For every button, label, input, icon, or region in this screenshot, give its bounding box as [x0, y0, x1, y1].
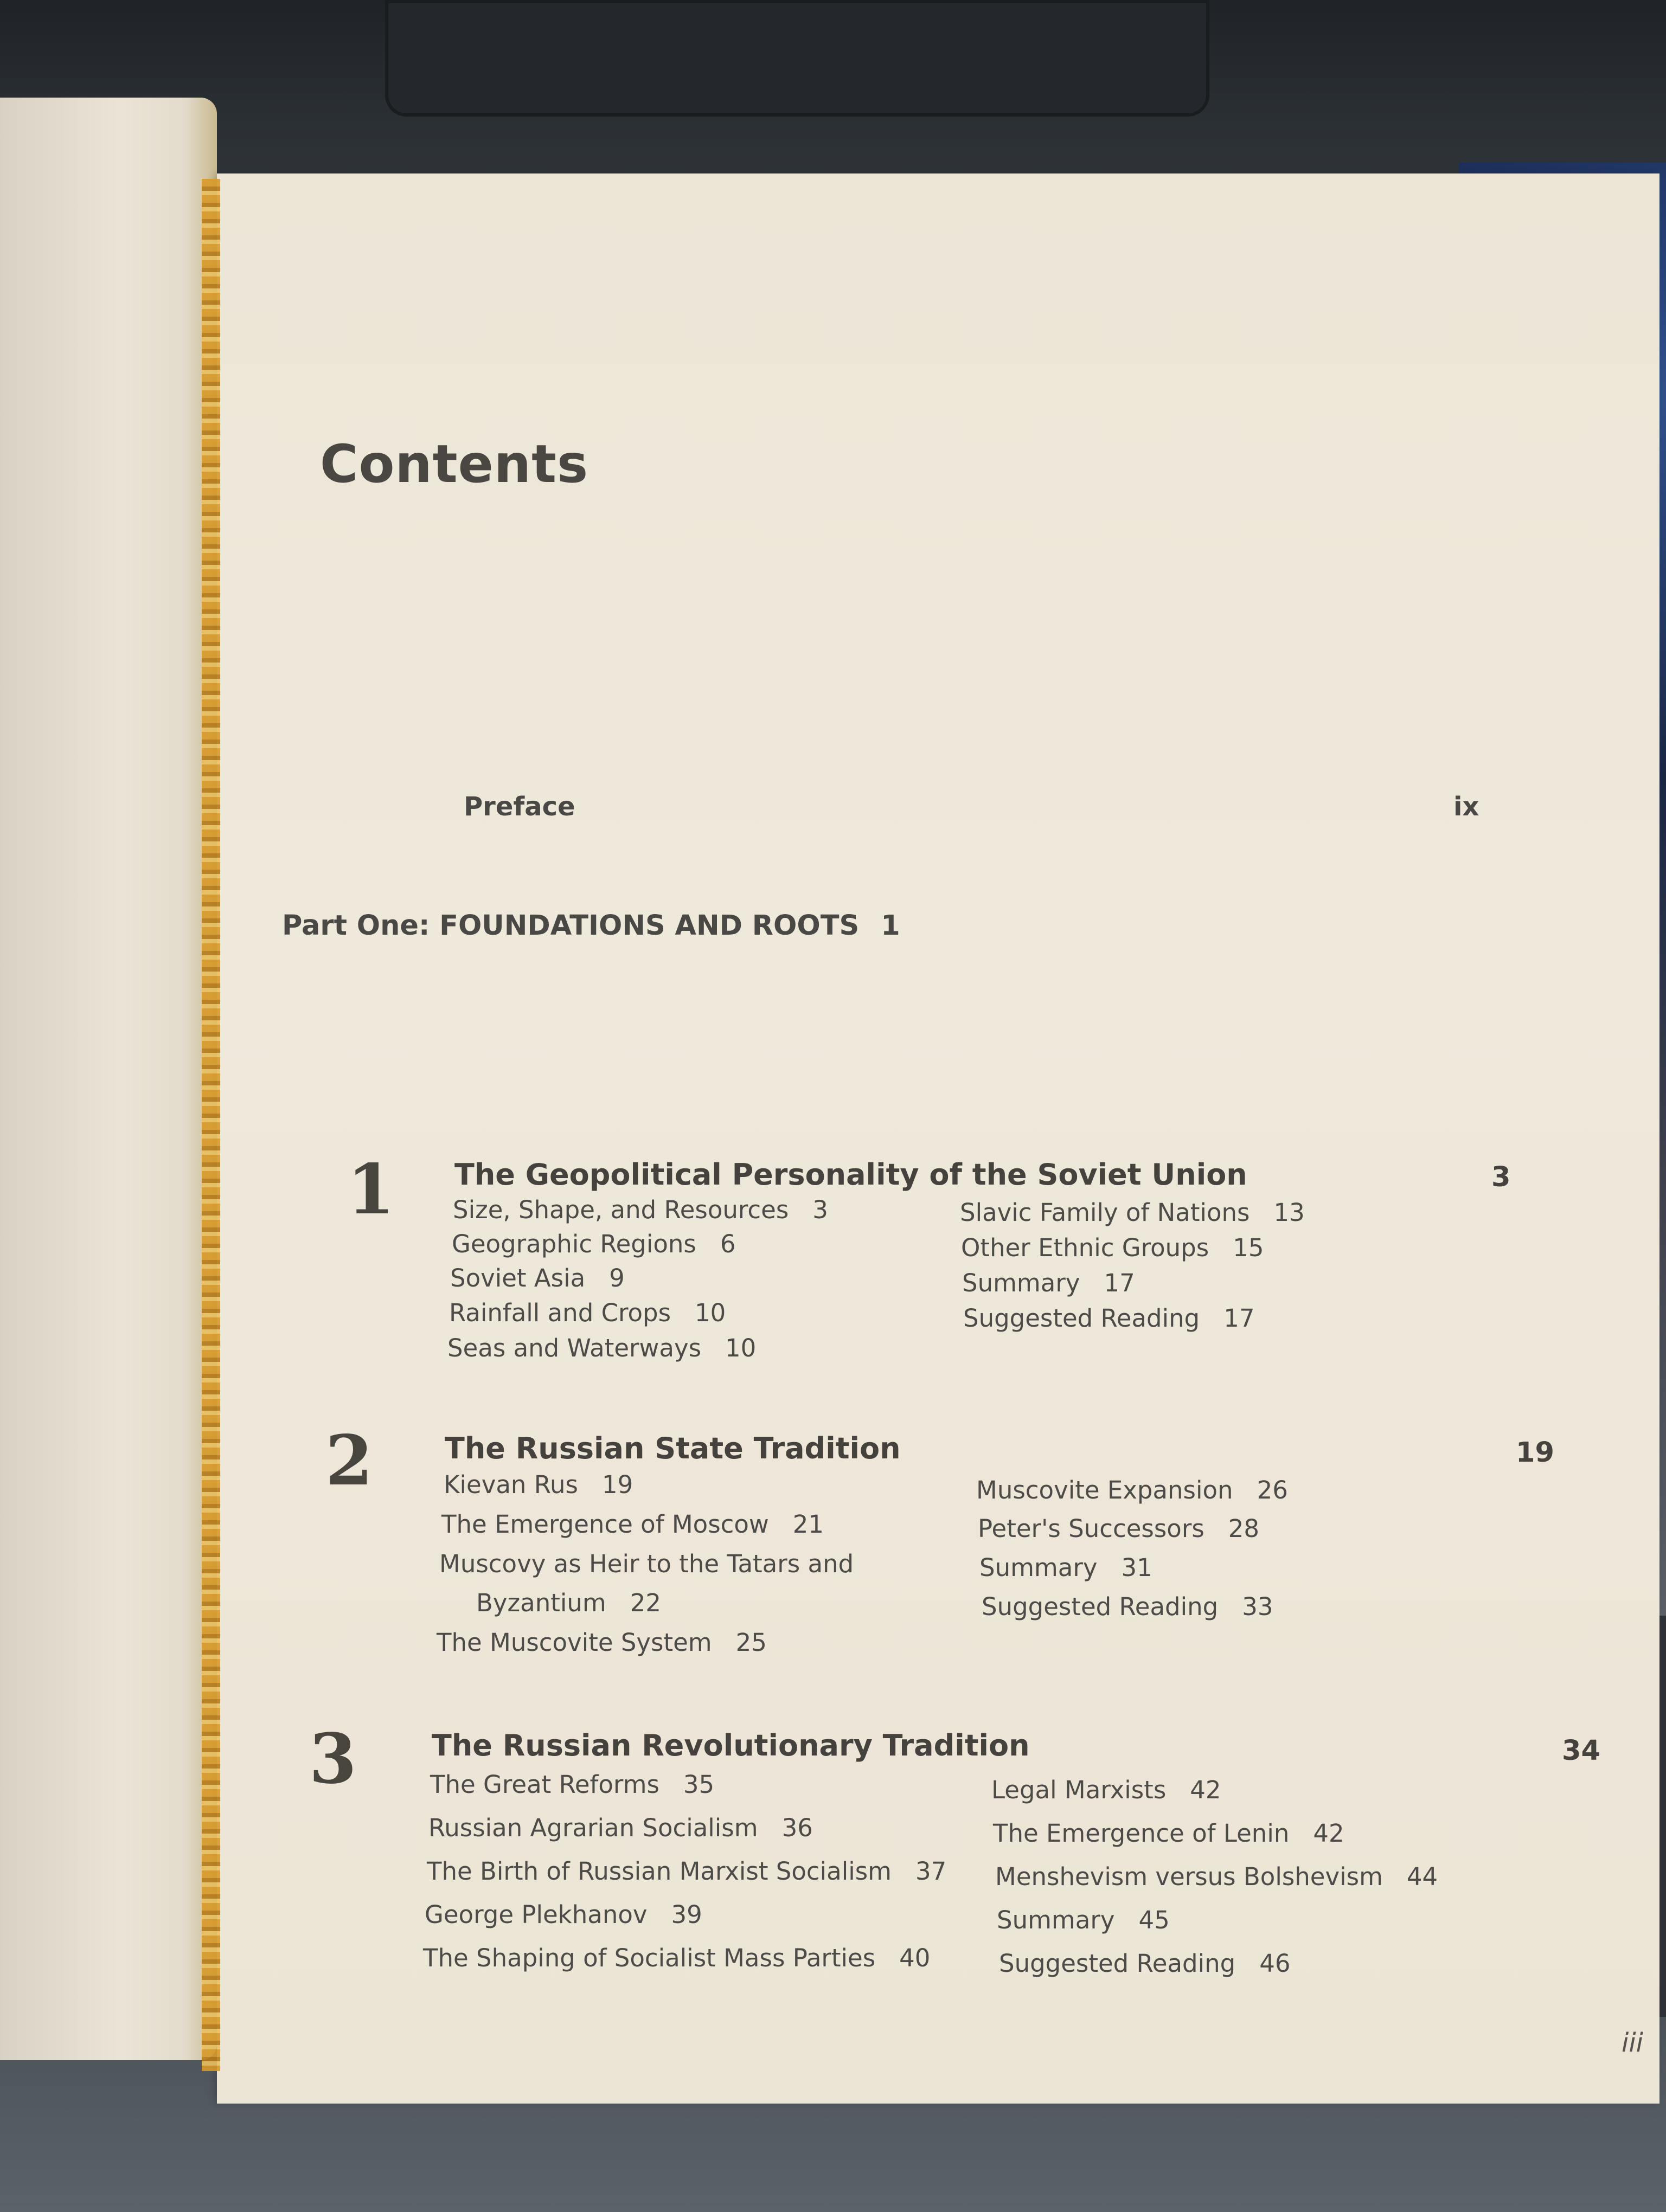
chapter-2-entry: The Muscovite System 25 [437, 1628, 767, 1657]
chapter-3-entry: The Emergence of Lenin 42 [993, 1819, 1344, 1848]
chapter-3-entry: Russian Agrarian Socialism 36 [428, 1814, 813, 1842]
chapter-1-entry: Other Ethnic Groups 15 [961, 1233, 1264, 1262]
chapter-2-entry: Kievan Rus 19 [444, 1470, 633, 1499]
chapter-2-number: 2 [325, 1420, 373, 1501]
chapter-2-entry: Peter's Successors 28 [978, 1514, 1260, 1543]
chapter-1-entry: Seas and Waterways 10 [447, 1334, 757, 1362]
chapter-3-page: 34 [1562, 1735, 1600, 1767]
chapter-2-entry: Summary 31 [979, 1553, 1152, 1582]
preface-page-number: ix [1453, 792, 1479, 822]
chapter-3-title: The Russian Revolutionary Tradition [432, 1728, 1030, 1763]
chapter-2-entry: Muscovite Expansion 26 [976, 1476, 1288, 1504]
chapter-1-page: 3 [1491, 1161, 1511, 1193]
chapter-2-entry: Suggested Reading 33 [982, 1592, 1273, 1621]
chapter-3-entry: The Great Reforms 35 [430, 1770, 715, 1799]
chapter-3-entry: Menshevism versus Bolshevism 44 [995, 1862, 1438, 1891]
part-title: Part One: FOUNDATIONS AND ROOTS [282, 910, 860, 942]
chapter-1-entry: Rainfall and Crops 10 [449, 1298, 726, 1327]
left-page [0, 98, 217, 2060]
chapter-1-entry: Geographic Regions 6 [452, 1230, 736, 1258]
chapter-1-entry: Soviet Asia 9 [450, 1264, 625, 1293]
contents-page [217, 173, 1659, 2104]
page-number: iii [1622, 2028, 1644, 2058]
preface-label: Preface [464, 792, 575, 822]
chapter-2-entry: The Emergence of Moscow 21 [441, 1510, 824, 1539]
chapter-2-page: 19 [1516, 1437, 1554, 1469]
chapter-1-entry: Suggested Reading 17 [963, 1304, 1255, 1333]
chapter-3-entry: The Shaping of Socialist Mass Parties 40 [423, 1944, 931, 1972]
chapter-3-entry: The Birth of Russian Marxist Socialism 37 [427, 1857, 947, 1886]
spiral-binding [202, 179, 220, 2071]
chapter-1-entry: Size, Shape, and Resources 3 [453, 1195, 828, 1224]
part-page-number: 1 [881, 910, 900, 942]
chapter-3-number: 3 [309, 1719, 357, 1799]
chapter-3-entry: Legal Marxists 42 [991, 1776, 1221, 1804]
part-one-heading [282, 910, 900, 942]
chapter-2-entry: Muscovy as Heir to the Tatars and [439, 1549, 854, 1578]
dark-device-edge [385, 0, 1209, 117]
chapter-1-number: 1 [347, 1149, 395, 1230]
page-title: Contents [320, 434, 589, 494]
chapter-1-entry: Summary 17 [962, 1269, 1135, 1297]
chapter-3-entry: Summary 45 [997, 1906, 1170, 1934]
chapter-3-entry: Suggested Reading 46 [999, 1949, 1291, 1978]
chapter-1-entry: Slavic Family of Nations 13 [960, 1198, 1305, 1227]
chapter-3-entry: George Plekhanov 39 [425, 1900, 702, 1929]
chapter-1-title: The Geopolitical Personality of the Soviet Union [454, 1158, 1247, 1192]
chapter-2-entry: Byzantium 22 [476, 1589, 661, 1617]
chapter-2-title: The Russian State Tradition [445, 1431, 901, 1465]
